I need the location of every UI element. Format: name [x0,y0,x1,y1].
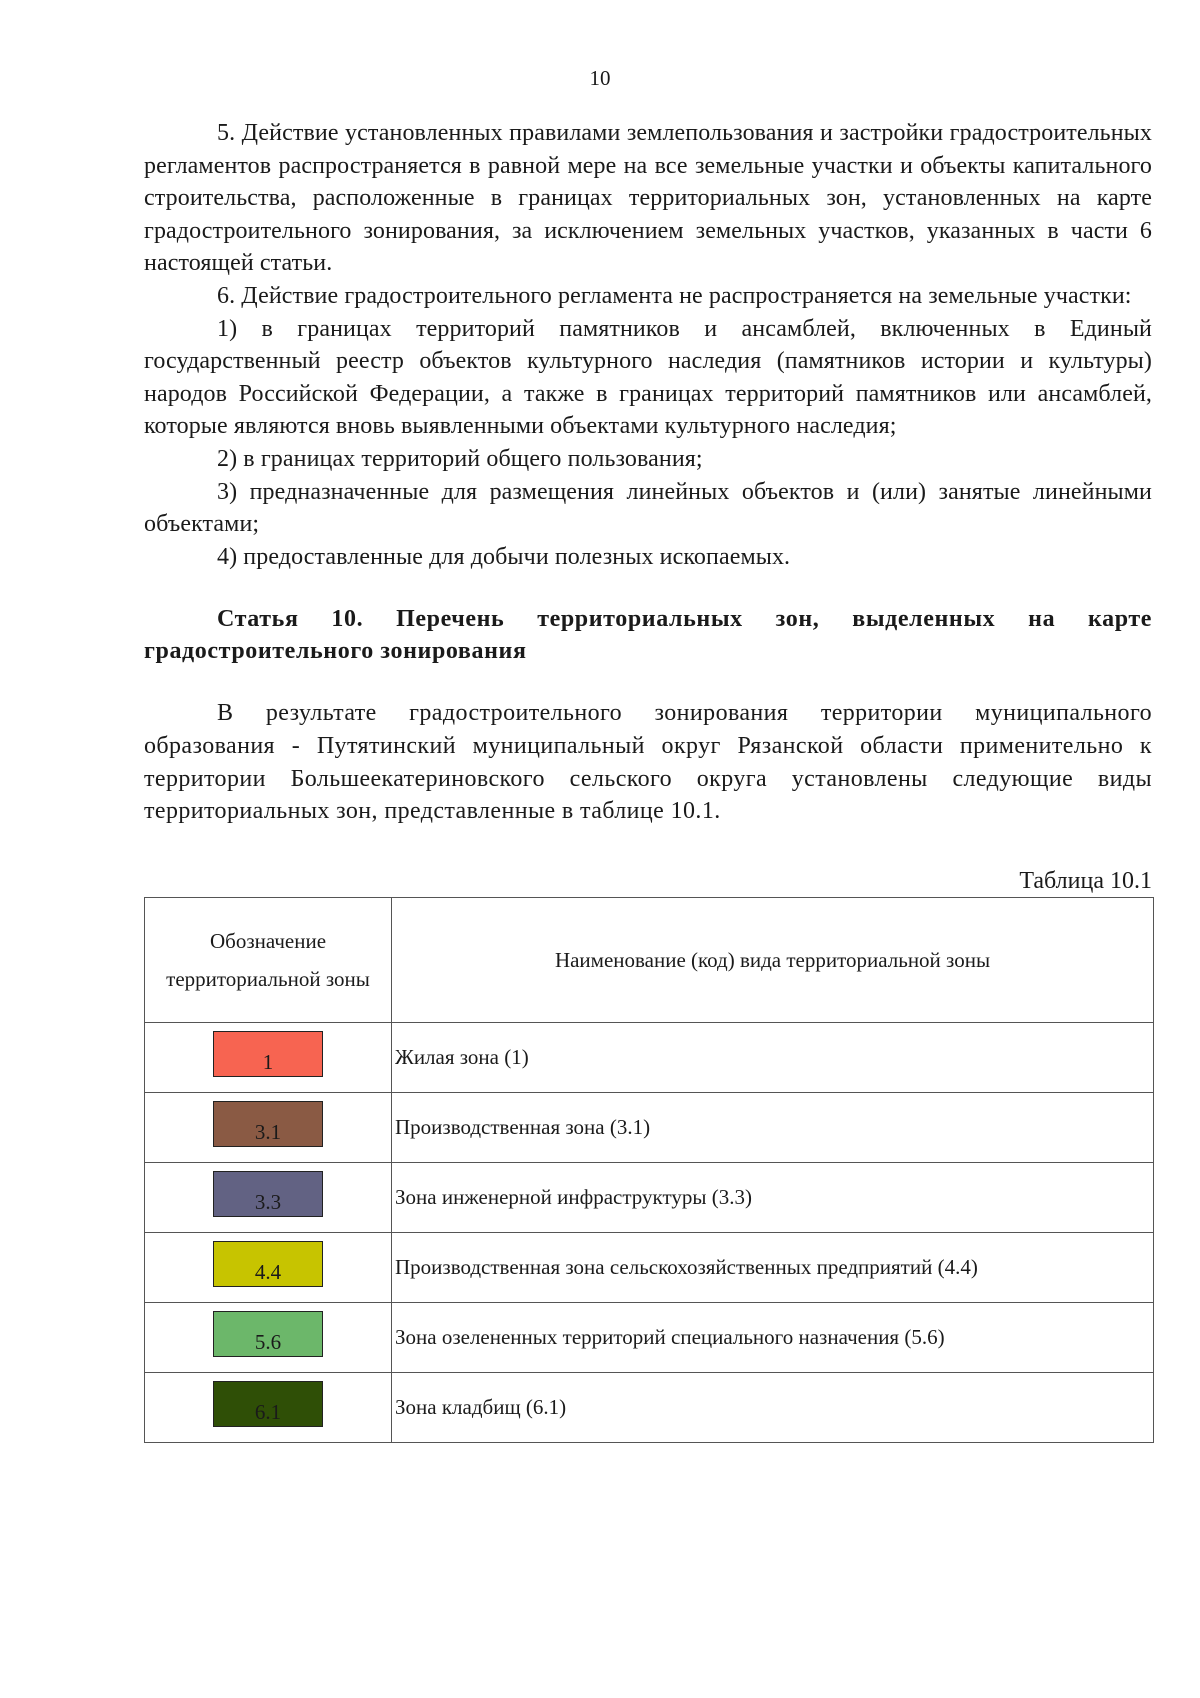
zone-name: Зона инженерной инфраструктуры (3.3) [392,1162,1154,1232]
zone-code: 3.3 [254,1190,282,1215]
zone-designation-cell [145,1232,392,1302]
list-item-3: 3) предназначенные для размещения линейных объектов и (или) занятые линейными объектами; [144,478,1152,538]
zone-name: Зона кладбищ (6.1) [392,1372,1154,1442]
zone-name: Производственная зона сельскохозяйственных предприятий (4.4) [392,1232,1154,1302]
zone-color-swatch [213,1031,323,1077]
zone-code: 6.1 [254,1400,282,1425]
zone-name: Жилая зона (1) [392,1022,1154,1092]
zones-table-body [145,1022,1154,1442]
header-name: Наименование (код) вида территориальной зоны [392,897,1154,1022]
zone-code: 1 [262,1050,274,1075]
zones-table [144,897,1154,1443]
table-row [145,1162,1154,1232]
article-heading: Статья 10. Перечень территориальных зон, выделенных на карте градостроительного зонирования [144,606,1152,665]
zone-color-swatch [213,1101,323,1147]
list-item-1: 1) в границах территорий памятников и ансамблей, включенных в Единый государственный реестр объектов культурного наследия (памятников истории и культуры) народов Российской Федерации, а также в границах территорий памятников или ансамблей, которые являются вновь выявленными объектами культурного наследия; [144,315,1152,440]
list-item-4: 4) предоставленные для добычи полезных ископаемых. [217,543,791,570]
zone-code: 5.6 [254,1330,282,1355]
table-caption: Таблица 10.1 [1019,867,1152,894]
table-row [145,1232,1154,1302]
zone-color-swatch [213,1381,323,1427]
document-body [144,117,1152,1443]
zone-color-swatch [213,1171,323,1217]
zone-code: 4.4 [254,1260,282,1285]
table-row [145,1372,1154,1442]
table-row [145,1302,1154,1372]
page-number: 10 [589,66,611,90]
zone-color-swatch [213,1311,323,1357]
table-row [145,1022,1154,1092]
zone-name: Производственная зона (3.1) [392,1092,1154,1162]
zone-designation-cell [145,1302,392,1372]
list-item-2: 2) в границах территорий общего пользования; [217,445,703,472]
paragraph-item-5: 5. Действие установленных правилами землепользования и застройки градостроительных регламентов распространяется в равной мере на все земельные участки и объекты капитального строительства, расположенные в границах территориальных зон, установленных на карте градостроительного зонирования, за исключением земельных участков, указанных в части 6 настоящей статьи. [144,120,1152,277]
intro-paragraph: В результате градостроительного зонирования территории муниципального образования - Путятинский муниципальный округ Рязанской области применительно к территории Большеекатериновского сельского округа установлены следующие виды территориальных зон, представленные в таблице 10.1. [144,700,1152,825]
zone-designation-cell [145,1022,392,1092]
table-row [145,1092,1154,1162]
zone-designation-cell [145,1092,392,1162]
zone-designation-cell [145,1162,392,1232]
zone-code: 3.1 [254,1120,282,1145]
paragraph-item-6: 6. Действие градостроительного регламента не распространяется на земельные участки: [217,282,1132,309]
table-header-row [145,897,1154,1022]
header-designation: Обозначение территориальной зоны [145,897,392,1022]
zone-designation-cell [145,1372,392,1442]
zone-name: Зона озелененных территорий специального назначения (5.6) [392,1302,1154,1372]
zone-color-swatch [213,1241,323,1287]
